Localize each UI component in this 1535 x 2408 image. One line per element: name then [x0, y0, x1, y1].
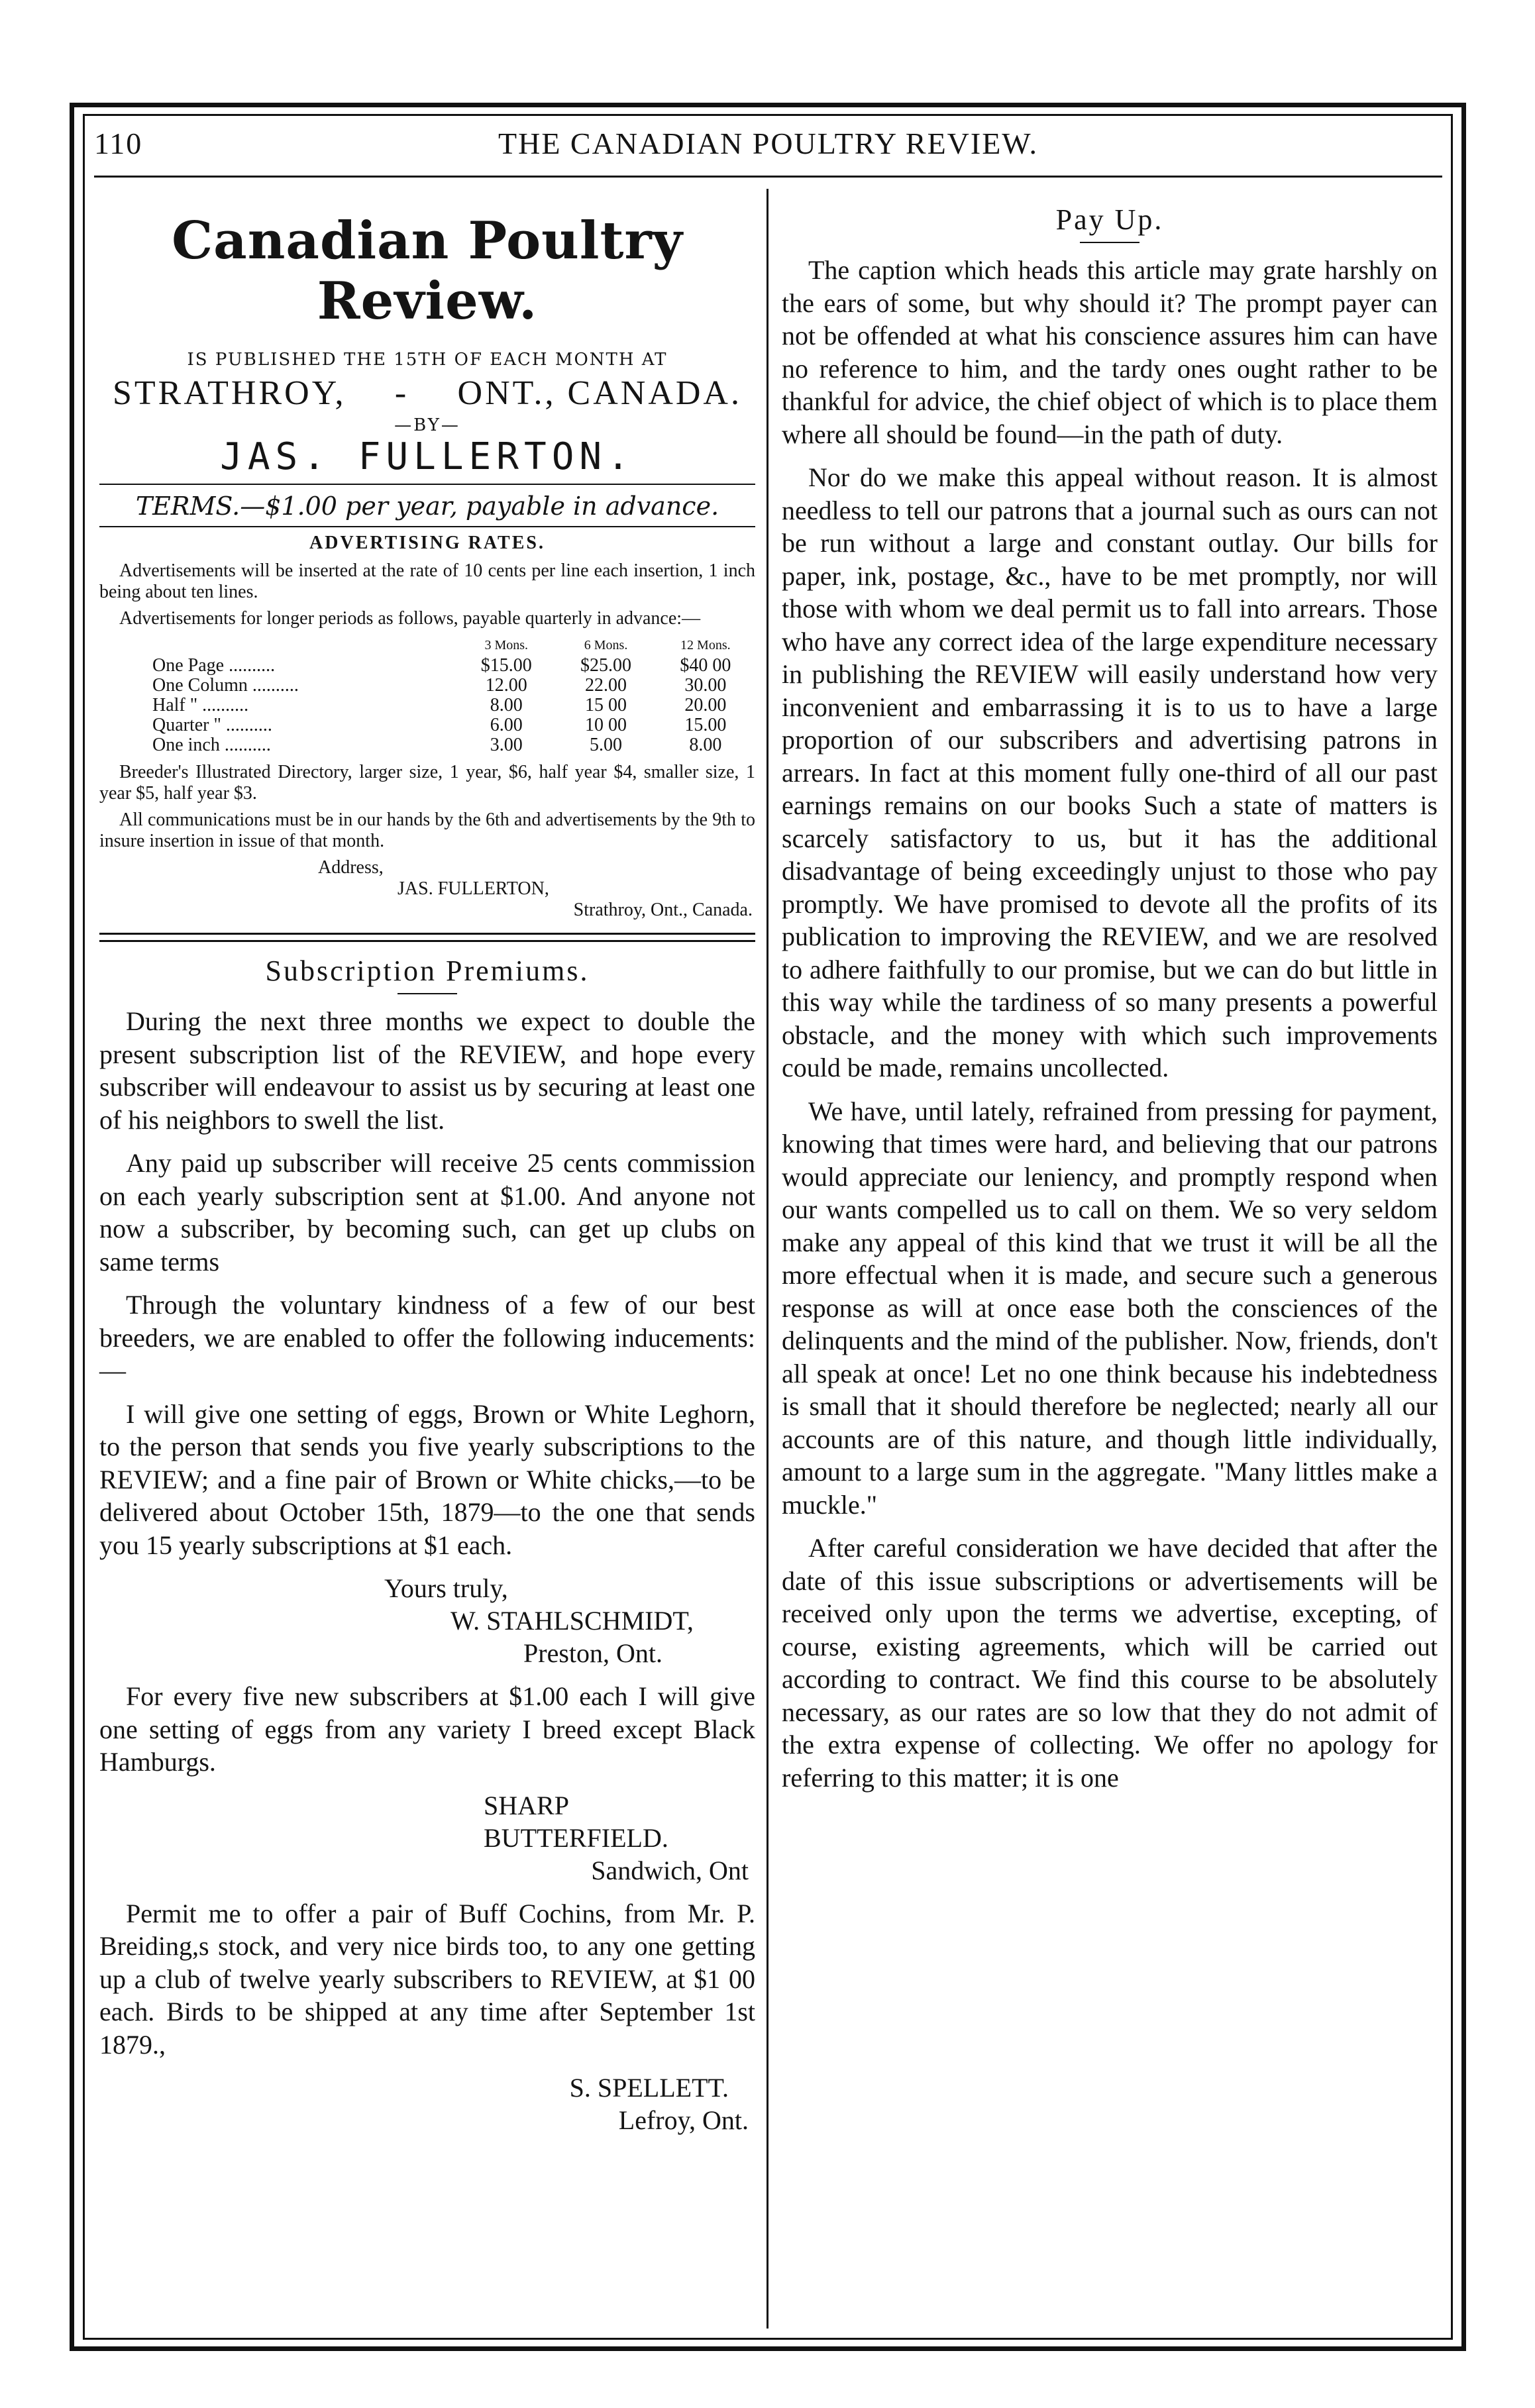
address-place: Strathroy, Ont., Canada.: [573, 900, 753, 920]
subscription-body: [99, 1005, 755, 1561]
signature-place: Preston, Ont.: [523, 1638, 662, 1668]
signature-stahlschmidt: [99, 1572, 755, 1669]
signature-place: Lefroy, Ont.: [618, 2105, 749, 2135]
rate-value: 20.00: [684, 695, 727, 715]
published-line: IS PUBLISHED THE 15TH OF EACH MONTH AT: [187, 350, 668, 370]
directory-rates: Breeder's Illustrated Directory, larger size, 1 year, $6, half year $4, smaller size, 1 year $5, half year $3.: [99, 762, 755, 804]
city: STRATHROY,: [113, 374, 346, 412]
paragraph: Through the voluntary kindness of a few of our best breeders, we are enabled to offer the following inducements:—: [99, 1290, 755, 1385]
rate-label: One Page ..........: [152, 655, 276, 676]
table-row: [99, 656, 755, 676]
publisher-name: JAS. FULLERTON.: [220, 435, 635, 478]
signature-name: SHARP BUTTERFIELD.: [484, 1790, 668, 1853]
running-title: THE CANADIAN POULTRY REVIEW.: [498, 127, 1038, 160]
signature-spellett: [99, 2071, 755, 2136]
advertising-intro: Advertisements will be inserted at the rate of 10 cents per line each insertion, 1 inch being about ten lines.: [99, 560, 755, 602]
advertising-longer: Advertisements for longer periods as follows, payable quarterly in advance:—: [119, 608, 701, 629]
page-number: 110: [94, 127, 143, 160]
by-line: —BY—: [394, 415, 460, 435]
rate-value: $15.00: [480, 655, 532, 676]
signature-name: W. STAHLSCHMIDT,: [450, 1606, 694, 1636]
rates-col-header: 12 Mons.: [680, 638, 731, 653]
rate-label: Half " ..........: [152, 695, 249, 715]
rate-value: 22.00: [585, 675, 627, 696]
place-line: [99, 374, 755, 413]
table-row: [99, 715, 755, 735]
rate-value: 15 00: [585, 695, 627, 715]
rate-label: One inch ..........: [152, 735, 271, 755]
pay-up-title: Pay Up.: [1055, 203, 1164, 236]
rate-value: 3.00: [490, 735, 523, 755]
masthead-rule: [99, 484, 755, 485]
place-dash: -: [394, 374, 409, 412]
paragraph: We have, until lately, refrained from pressing for payment, knowing that times were hard, and believing that our patrons would appreciate our leniency, and promptly respond when our wants compelled us to call on them. We so very seldom make any appeal of this kind that we trust it will be all the more effectual when it is made, and secure such a generous response as will at once ease both the consciences of the delinquents and the mind of the publisher. Now, friends, don't all speak at once! Let no one think because his indebtedness is small that it should therefore be neglected; nearly all our accounts are of this nature, and though little individually, amount to a large sum in the aggregate. "Many littles make a muckle.": [782, 1096, 1438, 1520]
address-label: Address,: [318, 857, 384, 878]
address-block: [99, 857, 755, 921]
rate-value: 12.00: [485, 675, 527, 696]
rate-value: 6.00: [490, 715, 523, 735]
advertising-heading: ADVERTISING RATES.: [309, 533, 545, 553]
rates-table: [99, 635, 755, 755]
rate-value: 10 00: [585, 715, 627, 735]
rates-col-header: 3 Mons.: [484, 638, 529, 653]
table-row: [99, 696, 755, 715]
spellett-offer: [99, 1897, 755, 2062]
paragraph: Any paid up subscriber will receive 25 cents commission on each yearly subscription sent at $1.00. And anyone not now a subscriber, by becoming such, can get up clubs on same terms: [99, 1148, 755, 1277]
province: ONT., CANADA.: [457, 374, 742, 412]
table-row: [99, 735, 755, 755]
paragraph: Nor do we make this appeal without reason. It is almost needless to tell our patrons that a journal such as ours can not be run without a large and constant outlay. Our bills for paper, ink, postage, &c., have to be met promptly, nor will those with whom we deal permit us to fall into arrears. Those who have any correct idea of the large expenditure necessary in publishing the REVIEW will easily understand how very inconvenient and embarrassing it is to us to have a large proportion of our subscribers and advertising patrons in arrears. In fact at this moment fully one-third of all our past earnings remains on our books Such a state of matters is scarcely satisfactory to us, but it has the additional disadvantage of being exceedingly unjust to those who pay promptly. We have promised to devote all the profits of its publication to improving the REVIEW, and we are resolved to adhere faithfully to our promise, but we can do but little in this way while the tardiness of so many presents a powerful obstacle, and the money with which such improvements could be made, remains uncollected.: [782, 462, 1438, 1082]
right-column: [782, 199, 1438, 1805]
signature-close: Yours truly,: [384, 1573, 508, 1603]
advertising-rates: [99, 533, 755, 921]
pay-up-body: [782, 254, 1438, 1794]
masthead-title: Canadian Poultry Review.: [172, 211, 683, 331]
column-divider: [767, 189, 768, 2329]
terms-line: TERMS.—$1.00 per year, payable in advance.: [135, 492, 719, 521]
terms-rule: [99, 526, 755, 527]
paragraph: The caption which heads this article may grate harshly on the ears of some, but why should it? The prompt payer can not be offended at what his conscience assures him can have no reference to him, and the tardy ones ought rather to be thankful for advice, the chief object of which is to place them where all should be found—in the path of duty.: [782, 255, 1438, 449]
rate-value: $25.00: [580, 655, 632, 676]
rate-value: 8.00: [490, 695, 523, 715]
title-short-rule: [397, 993, 457, 994]
header-rule: [94, 176, 1442, 178]
rate-label: Quarter " ..........: [152, 715, 272, 735]
signature-butterfield: [99, 1789, 755, 1887]
section-double-rule: [99, 933, 755, 942]
paragraph: I will give one setting of eggs, Brown or White Leghorn, to the person that sends you five yearly subscriptions to the REVIEW; and a fine pair of Brown or White chicks,—to be delivered about October 15th, 1879—to the one that sends you 15 yearly subscriptions at $1 each.: [99, 1398, 755, 1560]
masthead: [99, 211, 755, 527]
rates-header-row: [99, 635, 755, 656]
paragraph: During the next three months we expect to double the present subscription list of the REVIEW, and hope every subscriber will endeavour to assist us by securing at least one of his neighbors to swell the list.: [99, 1006, 755, 1135]
paragraph: Permit me to offer a pair of Buff Cochins, from Mr. P. Breiding,s stock, and very nice birds too, to any one getting up a club of twelve yearly subscribers to REVIEW, at $1 00 each. Birds to be shipped at any time after September 1st 1879.,: [99, 1898, 755, 2060]
communications-note: All communications must be in our hands by the 6th and advertisements by the 9th to insure insertion in issue of that month.: [99, 810, 755, 851]
running-header: [94, 126, 1442, 166]
rate-value: 8.00: [689, 735, 722, 755]
rates-col-header: 6 Mons.: [584, 638, 628, 653]
signature-name: S. SPELLETT.: [569, 2073, 729, 2103]
rate-label: One Column ..........: [152, 675, 299, 696]
address-name: JAS. FULLERTON,: [397, 878, 549, 899]
rate-value: 15.00: [684, 715, 727, 735]
butterfield-offer: [99, 1680, 755, 1779]
title-short-rule: [1080, 242, 1139, 243]
table-row: [99, 676, 755, 696]
paragraph: For every five new subscribers at $1.00 each I will give one setting of eggs from any variety I breed except Black Hamburgs.: [99, 1681, 755, 1777]
rate-value: 30.00: [684, 675, 727, 696]
signature-place: Sandwich, Ont: [591, 1855, 749, 1885]
rate-value: $40 00: [680, 655, 731, 676]
subscription-title: Subscription Premiums.: [265, 955, 590, 987]
paragraph: After careful consideration we have decided that after the date of this issue subscriptions or advertisements will be received only upon the terms we advertise, excepting, of course, existing agreements, which will be carried out according to contract. We find this course to be absolutely necessary, as our rates are so low that they do not admit of the extra expense of collecting. We offer no apology for referring to this matter; it is one: [782, 1533, 1438, 1793]
left-column: [99, 199, 755, 2136]
rate-value: 5.00: [590, 735, 623, 755]
